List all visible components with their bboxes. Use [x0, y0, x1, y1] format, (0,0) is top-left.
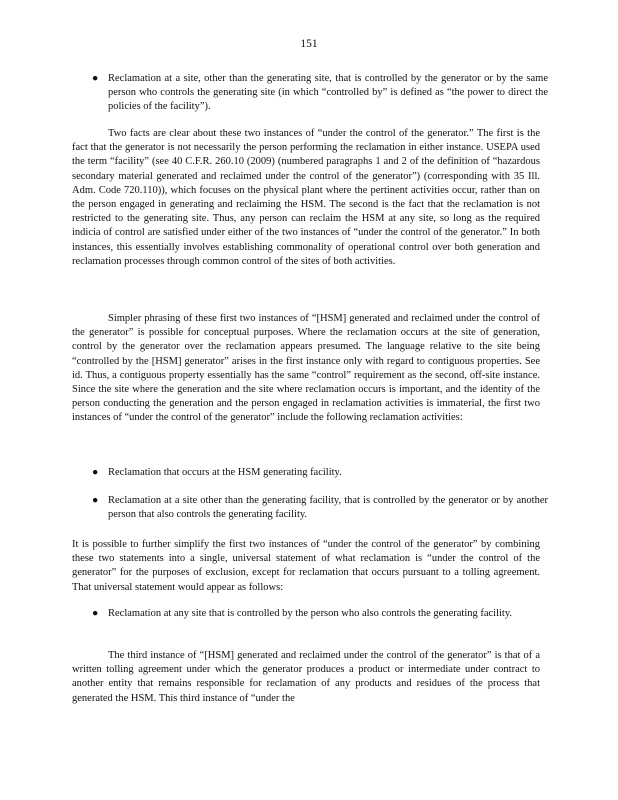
paragraph: The third instance of “[HSM] generated and reclaimed under the control of the generator” is that of a written tolling agreement under which the generator produces a product or intermediate under contract to another entity that remains responsible for reclamation of any products and residues of the process that generated the HSM. This third instance of “under the	[72, 650, 540, 704]
bullet-text: Reclamation at any site that is controlled by the person who also controls the generating facility.	[108, 608, 513, 619]
paragraph: Simpler phrasing of these first two instances of “[HSM] generated and reclaimed under the control of the generator” is possible for conceptual purposes. Where the reclamation occurs at the site of generation, control by the generator over the reclamation appears presumed. The language relative to the site being “controlled by the [HSM] generator” arises in the first instance only with regard to contiguous properties. See id. Thus, a contiguous property essentially has the same “control” requirement as the second, off-site instance. Since the site where the generation and the site where reclamation occurs is important, and the identity of the person conducting the generation and the person engaged in reclamation activities is immaterial, the first two instances of “under the control of the generator” include the following reclamation activities:	[72, 313, 540, 424]
bullet-icon: ●	[92, 467, 99, 478]
bullet-icon: ●	[92, 608, 99, 619]
bullet-item	[92, 494, 548, 522]
bullet-icon: ●	[92, 73, 99, 84]
paragraph: It is possible to further simplify the first two instances of “under the control of the generator” by combining these two statements into a single, universal statement of what reclamation is “under the control of the generator” for the purposes of exclusion, except for reclamation that occurs pursuant to a tolling agreement. That universal statement would appear as follows:	[72, 539, 540, 593]
bullet-item	[92, 466, 548, 480]
bullet-text: Reclamation at a site, other than the generating site, that is controlled by the generator or by the same person who controls the generating site (in which “controlled by” is defined as “the power to direct the policies of the facility”).	[108, 73, 548, 113]
bullet-item	[92, 72, 548, 115]
page-number: 151	[300, 38, 318, 50]
paragraph: Two facts are clear about these two instances of “under the control of the generator.” The first is the fact that the generator is not necessarily the person performing the reclamation in either instance. USEPA used the term “facility” (see 40 C.F.R. 260.10 (2009) (numbered paragraphs 1 and 2 of the definition of “hazardous secondary material generated and reclaimed under the control of the generator”) (corresponding with 35 Ill. Adm. Code 720.110)), which focuses on the physical plant where the pertinent activities occur, rather than on the person engaged in generating and reclaiming the HSM. The second is the fact that the reclamation is not restricted to the generating site. Thus, any person can reclaim the HSM at any site, so long as the required indicia of control are satisfied under either of the two instances of “under the control of the generator.” In both instances, this essentially involves establishing commonality of operational control over both generation and reclamation processes through common control of the sites of both activities.	[72, 128, 540, 267]
bullet-item	[92, 607, 548, 621]
bullet-text: Reclamation that occurs at the HSM generating facility.	[108, 467, 342, 478]
bullet-text: Reclamation at a site other than the generating facility, that is controlled by the generator or by another person that also controls the generating facility.	[108, 495, 548, 521]
bullet-icon: ●	[92, 495, 99, 506]
